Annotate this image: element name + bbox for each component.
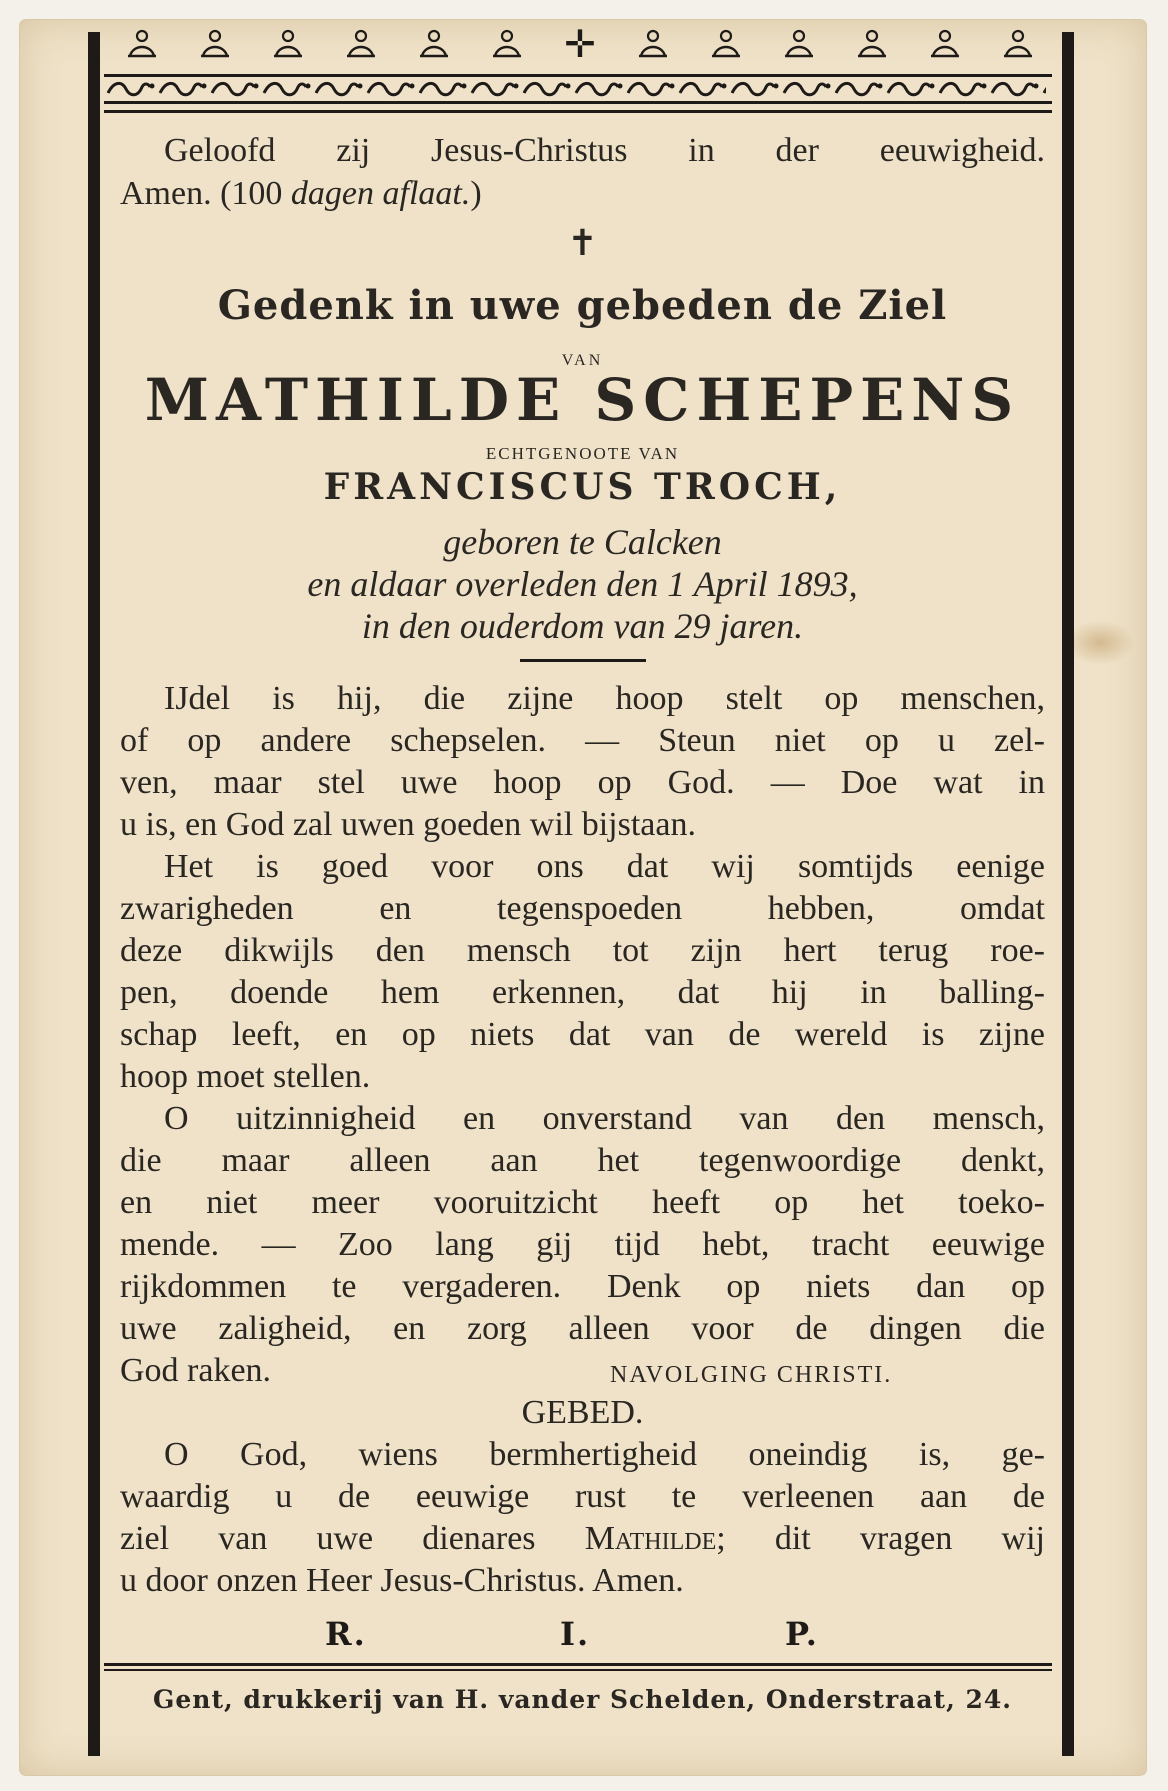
rip-r: R. <box>325 1615 367 1653</box>
closing-line <box>120 1350 1045 1392</box>
intro-block <box>120 130 1045 216</box>
prayer-line-3 <box>120 1518 1045 1560</box>
rip-p: P. <box>785 1615 819 1653</box>
figure-icon <box>339 26 383 62</box>
born-line: geboren te Calcken <box>443 522 722 562</box>
wave-ornament-band <box>104 74 1052 104</box>
prayer-line-4: u door onzen Heer Jesus-Christus. Amen. <box>120 1562 684 1599</box>
divider-rule <box>520 659 646 662</box>
figure-glyph <box>125 29 159 59</box>
paragraph-3-line: rijkdommen te vergaderen. Denk op niets dan op <box>120 1268 1045 1305</box>
spouse-name: FRANCISCUS TROCH, <box>323 466 842 508</box>
paragraph-1 <box>120 678 1045 846</box>
left-border-line <box>88 32 100 1756</box>
paragraph-3-line: en niet meer vooruitzicht heeft op het toeko- <box>120 1184 1045 1221</box>
prayer-name: Mathilde <box>584 1520 717 1557</box>
paragraph-3 <box>120 1098 1045 1350</box>
figure-glyph <box>1001 29 1035 59</box>
cross-glyph: ✛ <box>564 22 596 66</box>
figure-icon <box>485 26 529 62</box>
van-label: VAN <box>561 352 604 369</box>
figure-icon <box>923 26 967 62</box>
figure-icon <box>631 26 675 62</box>
figure-glyph <box>344 29 378 59</box>
figure-icon <box>850 26 894 62</box>
figure-icon <box>704 26 748 62</box>
paragraph-2-line: pen, doende hem erkennen, dat hij in balling- <box>120 974 1045 1011</box>
figure-glyph <box>271 29 305 59</box>
paragraph-1-line: ven, maar stel uwe hoop op God. — Doe wat in <box>120 764 1045 801</box>
wave-pattern <box>104 77 1046 101</box>
paragraph-2-line: deze dikwijls den mensch tot zijn hert terug roe- <box>120 932 1045 969</box>
paragraph-1-line: u is, en God zal uwen goeden wil bijstaan. <box>120 806 696 843</box>
figure-glyph <box>636 29 670 59</box>
intro-close-paren: ) <box>470 175 482 212</box>
ornament-row <box>120 24 1040 64</box>
prayer-line-3-start: ziel van uwe dienares <box>120 1520 585 1557</box>
figure-glyph <box>417 29 451 59</box>
figure-icon <box>412 26 456 62</box>
figure-glyph <box>928 29 962 59</box>
paragraph-3-line: O uitzinnigheid en onverstand van den mensch, <box>164 1100 1045 1137</box>
paragraph-2-line: hoop moet stellen. <box>120 1058 371 1095</box>
prayer-line-1: O God, wiens bermhertigheid oneindig is, ge- <box>164 1436 1045 1473</box>
age-line: in den ouderdom van 29 jaren. <box>361 606 804 646</box>
body-text <box>120 678 1045 1602</box>
figure-icon <box>996 26 1040 62</box>
figure-glyph <box>198 29 232 59</box>
gedenk-heading: Gedenk in uwe gebeden de Ziel <box>217 282 948 329</box>
printer-footer: Gent, drukkerij van H. vander Schelden, Onderstraat, 24. <box>153 1685 1012 1714</box>
rip-i: I. <box>560 1615 591 1653</box>
prayer-title: GEBED. <box>521 1394 644 1431</box>
cross-icon <box>558 22 602 66</box>
figure-icon <box>120 26 164 62</box>
closing-text: God raken. <box>120 1352 272 1389</box>
paragraph-2 <box>120 846 1045 1098</box>
paragraph-2-line: zwarigheden en tegenspoeden hebben, omdat <box>120 890 1045 927</box>
footer-rule-2 <box>104 1669 1052 1671</box>
small-cross-icon: ✝ <box>567 223 598 263</box>
echtgenoote-label: ECHTGENOOTE VAN <box>485 444 680 463</box>
intro-indulgence: dagen aflaat. <box>290 175 471 212</box>
intro-amen: Amen. (100 <box>120 175 291 212</box>
intro-line-2 <box>120 172 1045 216</box>
figure-icon <box>266 26 310 62</box>
paragraph-2-line: schap leeft, en op niets dat van de wereld is zijne <box>120 1016 1045 1053</box>
figure-glyph <box>782 29 816 59</box>
paragraph-1-line: IJdel is hij, die zijne hoop stelt op menschen, <box>164 680 1045 717</box>
age-stain <box>1065 620 1135 665</box>
figure-icon <box>777 26 821 62</box>
figure-glyph <box>490 29 524 59</box>
paragraph-3-line: mende. — Zoo lang gij tijd hebt, tracht eeuwige <box>120 1226 1045 1263</box>
header-rule <box>104 110 1052 113</box>
died-line: en aldaar overleden den 1 April 1893, <box>307 564 858 604</box>
intro-line-1: Geloofd zij Jesus-Christus in der eeuwigheid. <box>164 132 1045 169</box>
prayer-line-3-end: ; dit vragen wij <box>716 1520 1045 1557</box>
figure-glyph <box>709 29 743 59</box>
attribution: NAVOLGING CHRISTI. <box>610 1362 893 1388</box>
prayer-line-2: waardig u de eeuwige rust te verleenen aan de <box>120 1478 1045 1515</box>
paragraph-3-line: uwe zaligheid, en zorg alleen voor de dingen die <box>120 1310 1045 1347</box>
figure-glyph <box>855 29 889 59</box>
paragraph-3-line: die maar alleen aan het tegenwoordige denkt, <box>120 1142 1045 1179</box>
footer-rule-1 <box>104 1663 1052 1666</box>
deceased-name: MATHILDE SCHEPENS <box>144 366 1021 434</box>
paragraph-1-line: of op andere schepselen. — Steun niet op u zel- <box>120 722 1045 759</box>
paragraph-2-line: Het is goed voor ons dat wij somtijds eenige <box>164 848 1045 885</box>
right-border-line <box>1062 32 1074 1756</box>
figure-icon <box>193 26 237 62</box>
